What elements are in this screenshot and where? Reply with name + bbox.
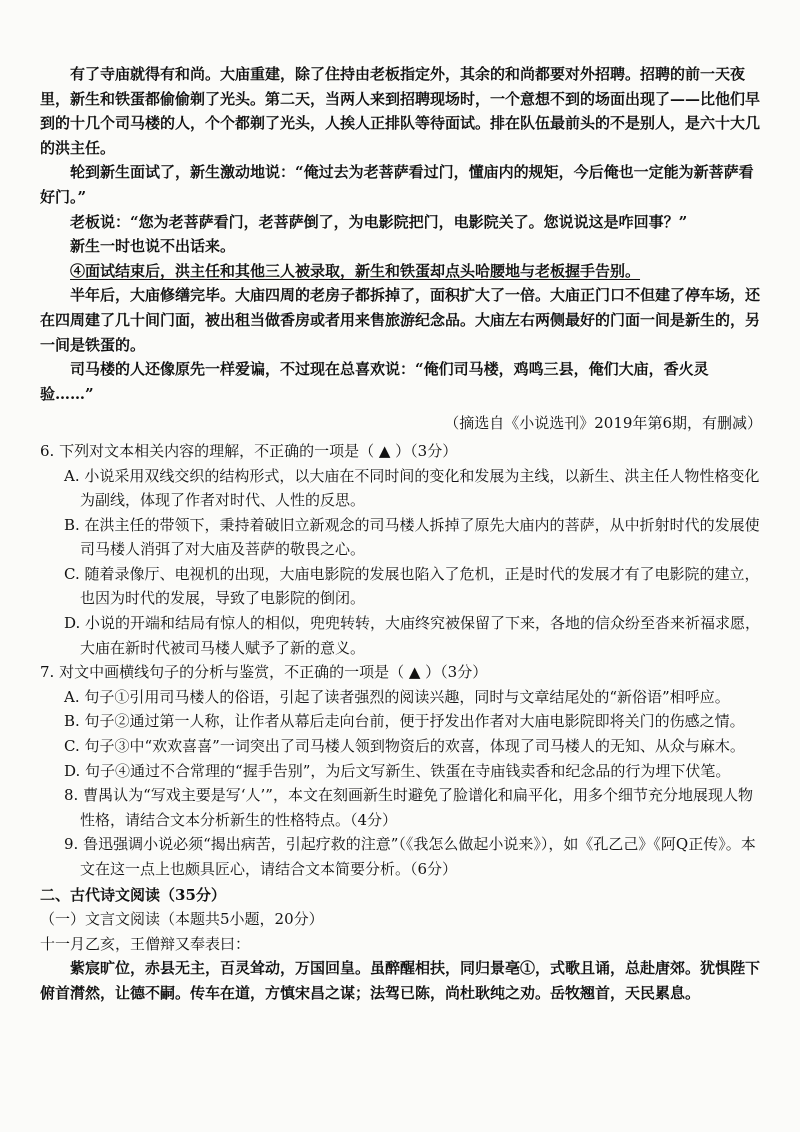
- question-6-stem: 6. 下列对文本相关内容的理解，不正确的一项是（ ▲ ）（3分）: [40, 441, 458, 460]
- passage-paragraph-6: 半年后，大庙修缮完毕。大庙四周的老房子都拆掉了，面积扩大了一倍。大庙正门口不但建了停车场，还在四周建了几十间门面，被出租当做香房或者用来售旅游纪念品。大庙左右两侧最好的门面一间是新生的，另一间是铁蛋的。: [40, 286, 761, 354]
- question-6-option-b: B. 在洪主任的带领下，秉持着破旧立新观念的司马楼人拆掉了原先大庙内的菩萨，从中折射时代的发展使司马楼人消弭了对大庙及菩萨的敬畏之心。: [64, 515, 760, 559]
- passage-paragraph-5-wrap: [40, 259, 762, 284]
- passage-source: （摘选自《小说选刊》2019年第6期，有删减）: [444, 414, 762, 433]
- question-7-stem: 7. 对文中画横线句子的分析与鉴赏，不正确的一项是（ ▲ ）（3分）: [40, 663, 488, 682]
- question-8: 8. 曹禺认为“写戏主要是写‘人’”，本文在刻画新生时避免了脸谱化和扁平化，用多个细节充分地展现人物性格，请结合文本分析新生的性格特点。（4分）: [64, 786, 753, 829]
- underlined-sentence-4: ④面试结束后，洪主任和其他三人被录取，新生和铁蛋却点头哈腰地与老板握手告别。: [70, 261, 641, 280]
- question-7-option-c: C. 句子③中“欢欢喜喜”一词突出了司马楼人领到物资后的欢喜，体现了司马楼人的无知、从众与麻木。: [64, 737, 745, 756]
- passage-paragraph-2: 轮到新生面试了，新生激动地说：“俺过去为老菩萨看过门，懂庙内的规矩，今后俺也一定能为新菩萨看好门。”: [40, 163, 754, 206]
- question-9: 9. 鲁迅强调小说必须“揭出病苦，引起疗救的注意”（《我怎么做起小说来》），如《孔乙己》《阿Q正传》。本文在这一点上也颇具匠心，请结合文本简要分析。（6分）: [64, 835, 756, 878]
- passage-paragraph-4: 新生一时也说不出话来。: [70, 237, 236, 256]
- question-7-option-d: D. 句子④通过不合常理的“握手告别”，为后文写新生、铁蛋在寺庙钱卖香和纪念品的行为埋下伏笔。: [64, 761, 731, 780]
- question-6-option-a: A. 小说采用双线交织的结构形式，以大庙在不同时间的变化和发展为主线，以新生、洪主任人物性格变化为副线，体现了作者对时代、人性的反思。: [64, 466, 760, 510]
- classical-text-body: 紫宸旷位，赤县无主，百灵耸动，万国回皇。虽醉醒相扶，同归景亳①，式歌且诵，总赴唐郊。犹惧陛下俯首潸然，让德不嗣。传车在道，方慎宋昌之谋；法驾已陈，尚杜耿纯之劝。岳牧翘首，天民累息。: [40, 959, 761, 1002]
- question-7-option-a: A. 句子①引用司马楼人的俗语，引起了读者强烈的阅读兴趣，同时与文章结尾处的“新俗语”相呼应。: [64, 687, 730, 706]
- question-6-option-d: D. 小说的开端和结局有惊人的相似，兜兜转转，大庙终究被保留了下来，各地的信众纷至沓来祈福求愿，大庙在新时代被司马楼人赋予了新的意义。: [64, 614, 761, 657]
- question-7-option-b: B. 句子②通过第一人称，让作者从幕后走向台前，便于抒发出作者对大庙电影院即将关门的伤感之情。: [64, 712, 745, 731]
- subsection-1-heading: （一）文言文阅读（本题共5小题，20分）: [40, 910, 324, 929]
- passage-paragraph-7: 司马楼的人还像原先一样爱谝，不过现在总喜欢说：“俺们司马楼，鸡鸣三县，俺们大庙，香火灵验……”: [40, 360, 709, 403]
- section-2-heading: 二、古代诗文阅读（35分）: [40, 885, 226, 904]
- passage-paragraph-3: 老板说：“您为老菩萨看门，老菩萨倒了，为电影院把门，电影院关了。您说说这是咋回事？”: [70, 212, 688, 231]
- question-6: [40, 439, 762, 660]
- question-7: [40, 660, 762, 783]
- classical-text-intro: 十一月乙亥，王僧辩又奉表曰：: [40, 934, 251, 953]
- passage-paragraph-1: 有了寺庙就得有和尚。大庙重建，除了住持由老板指定外，其余的和尚都要对外招聘。招聘的前一天夜里，新生和铁蛋都偷偷剃了光头。第二天，当两人来到招聘现场时，一个意想不到的场面出现了——比他们早到的十几个司马楼的人，个个都剃了光头，人挨人正排队等待面试。排在队伍最前头的不是别人，是六十大几的洪主任。: [40, 65, 761, 157]
- question-6-option-c: C. 随着录像厅、电视机的出现，大庙电影院的发展也陷入了危机，正是时代的发展才有了电影院的建立，也因为时代的发展，导致了电影院的倒闭。: [64, 564, 760, 608]
- exam-page: [40, 62, 762, 1006]
